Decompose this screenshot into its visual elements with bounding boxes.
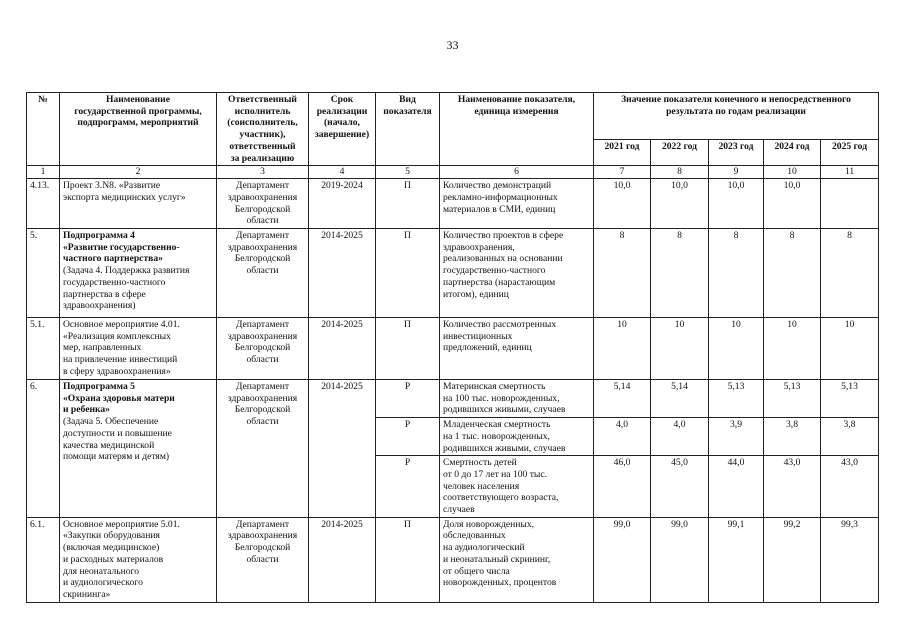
- row-type: П: [376, 179, 440, 229]
- row-value: 5,14: [651, 380, 709, 418]
- row-indicator: Количество рассмотренных инвестиционных предложений, единиц: [440, 318, 594, 380]
- row-type: Р: [376, 418, 440, 456]
- header-year: 2023 год: [709, 140, 764, 166]
- row-value: 44,0: [709, 456, 764, 518]
- row-value: 5,13: [764, 380, 821, 418]
- row-value: 43,0: [764, 456, 821, 518]
- row-value: 43,0: [821, 456, 879, 518]
- row-number: 6.1.: [27, 517, 60, 602]
- header-executor: Ответственный исполнитель (соисполнитель, участник), ответственный за реализацию: [217, 93, 309, 166]
- row-value: 3,9: [709, 418, 764, 456]
- row-value: 4,0: [594, 418, 651, 456]
- column-number: 11: [821, 166, 879, 179]
- row-value: 99,3: [821, 517, 879, 602]
- table-row: [27, 229, 879, 318]
- row-value: 5,13: [709, 380, 764, 418]
- row-period: 2014-2025: [309, 380, 376, 518]
- row-value: 5,14: [594, 380, 651, 418]
- column-number: 1: [27, 166, 60, 179]
- row-type: П: [376, 318, 440, 380]
- row-name: Основное мероприятие 5.01. «Закупки оборудования (включая медицинское) и расходных материалов для неонатального и аудиологического скрининга»: [60, 517, 217, 602]
- column-number: 9: [709, 166, 764, 179]
- row-indicator: Доля новорожденных, обследованных на аудиологический и неонатальный скрининг, от общего числа новорожденных, процентов: [440, 517, 594, 602]
- row-value: 4,0: [651, 418, 709, 456]
- row-value: 5,13: [821, 380, 879, 418]
- header-values-group: Значение показателя конечного и непосредственного результата по годам реализации: [594, 93, 879, 140]
- row-value: 10: [821, 318, 879, 380]
- row-name: [60, 229, 217, 318]
- row-period: 2014-2025: [309, 229, 376, 318]
- row-number: 5.1.: [27, 318, 60, 380]
- header-type: Вид показателя: [376, 93, 440, 166]
- column-number: 6: [440, 166, 594, 179]
- row-value: 8: [651, 229, 709, 318]
- row-executor: Департамент здравоохранения Белгородской области: [217, 229, 309, 318]
- row-indicator: Младенческая смертность на 1 тыс. новорожденных, родившихся живыми, случаев: [440, 418, 594, 456]
- row-period: 2019-2024: [309, 179, 376, 229]
- row-value: 8: [594, 229, 651, 318]
- header-year: 2024 год: [764, 140, 821, 166]
- row-type: П: [376, 517, 440, 602]
- row-indicator: Материнская смертность на 100 тыс. новорожденных, родившихся живыми, случаев: [440, 380, 594, 418]
- row-value: 10,0: [709, 179, 764, 229]
- row-value: 46,0: [594, 456, 651, 518]
- row-name: Проект 3.N8. «Развитие экспорта медицинских услуг»: [60, 179, 217, 229]
- row-value: 10,0: [594, 179, 651, 229]
- row-executor: Департамент здравоохранения Белгородской области: [217, 380, 309, 518]
- row-value: 99,0: [594, 517, 651, 602]
- row-executor: Департамент здравоохранения Белгородской области: [217, 179, 309, 229]
- row-value: 10,0: [764, 179, 821, 229]
- row-value: 99,0: [651, 517, 709, 602]
- row-number: 6.: [27, 380, 60, 518]
- table-row: [27, 517, 879, 602]
- header-year: 2025 год: [821, 140, 879, 166]
- row-value: 99,2: [764, 517, 821, 602]
- column-number: 2: [60, 166, 217, 179]
- column-number: 10: [764, 166, 821, 179]
- row-value: 3,8: [821, 418, 879, 456]
- row-value: 10: [764, 318, 821, 380]
- column-number: 8: [651, 166, 709, 179]
- row-type: Р: [376, 456, 440, 518]
- row-indicator: Количество демонстраций рекламно-информационных материалов в СМИ, единиц: [440, 179, 594, 229]
- row-value: 10,0: [651, 179, 709, 229]
- row-number: 5.: [27, 229, 60, 318]
- row-value: 99,1: [709, 517, 764, 602]
- header-period: Срок реализации (начало, завершение): [309, 93, 376, 166]
- header-name: Наименование государственной программы, подпрограмм, мероприятий: [60, 93, 217, 166]
- column-number: 5: [376, 166, 440, 179]
- row-period: 2014-2025: [309, 517, 376, 602]
- header-year: 2022 год: [651, 140, 709, 166]
- row-indicator: Смертность детей от 0 до 17 лет на 100 тыс. человек населения соответствующего возраста, случаев: [440, 456, 594, 518]
- row-value: 3,8: [764, 418, 821, 456]
- row-value: 8: [821, 229, 879, 318]
- row-period: 2014-2025: [309, 318, 376, 380]
- header-num: №: [27, 93, 60, 166]
- header-indicator: Наименование показателя, единица измерения: [440, 93, 594, 166]
- row-value: [821, 179, 879, 229]
- row-number: 4.13.: [27, 179, 60, 229]
- page-number: 33: [446, 38, 459, 52]
- row-type: Р: [376, 380, 440, 418]
- header-year: 2021 год: [594, 140, 651, 166]
- row-value: 10: [594, 318, 651, 380]
- column-numbers-row: [27, 166, 879, 179]
- row-value: 10: [709, 318, 764, 380]
- column-number: 4: [309, 166, 376, 179]
- column-number: 3: [217, 166, 309, 179]
- row-type: П: [376, 229, 440, 318]
- row-executor: Департамент здравоохранения Белгородской области: [217, 517, 309, 602]
- row-value: 8: [764, 229, 821, 318]
- subprogram-title: Подпрограмма 5 «Охрана здоровья матери и ребенка»: [63, 381, 175, 416]
- subprogram-task: (Задача 5. Обеспечение доступности и повышение качества медицинской помощи матерям и детям): [63, 416, 172, 463]
- row-value: 8: [709, 229, 764, 318]
- table-row: [27, 318, 879, 380]
- subprogram-task: (Задача 4. Поддержка развития государственно-частного партнерства в сфере здравоохранения): [63, 265, 190, 312]
- row-name: [60, 380, 217, 518]
- row-value: 45,0: [651, 456, 709, 518]
- row-value: 10: [651, 318, 709, 380]
- row-indicator: Количество проектов в сфере здравоохранения, реализованных на основании государственно-частного партнерства (нарастающим итогом), единиц: [440, 229, 594, 318]
- indicators-table: [26, 92, 879, 603]
- row-executor: Департамент здравоохранения Белгородской области: [217, 318, 309, 380]
- table-row: [27, 380, 879, 418]
- column-number: 7: [594, 166, 651, 179]
- row-name: Основное мероприятие 4.01. «Реализация комплексных мер, направленных на привлечение инвестиций в сферу здравоохранения»: [60, 318, 217, 380]
- table-row: [27, 179, 879, 229]
- subprogram-title: Подпрограмма 4 «Развитие государственно- частного партнерства»: [63, 230, 180, 265]
